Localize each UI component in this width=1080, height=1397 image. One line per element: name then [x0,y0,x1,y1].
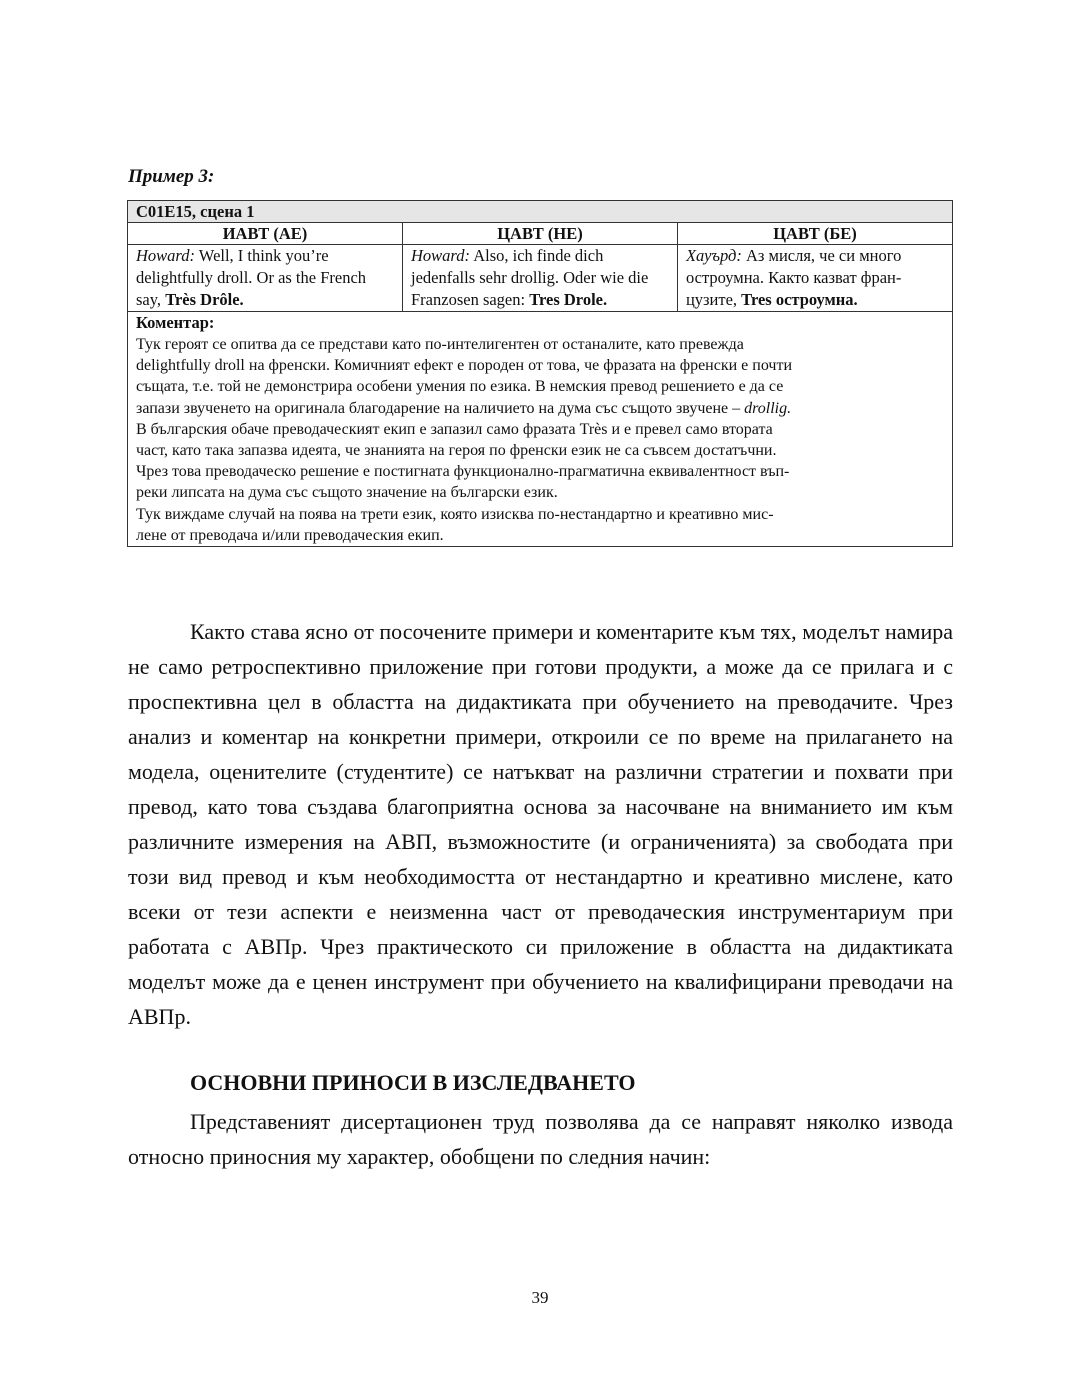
comment-line: Чрез това преводаческо решение е постигната функционално-прагматична еквивалентност въп- [136,463,790,481]
dialogue-bold: Très Drôle. [165,290,244,309]
comment-line: лене от преводача и/или преводаческия екип. [136,526,444,544]
dialogue-bold: Tres остроумна. [741,290,858,309]
paragraph: Представеният дисертационен труд позволява да се направят няколко извода относно приносния му характер, обобщени по следния начин: [128,1109,953,1169]
column-header-german: ЦАВТ (НЕ) [403,223,678,245]
speaker-name: Howard: [411,246,470,265]
comment-label: Коментар: [136,313,215,332]
dialogue-text: Also, ich finde dich jedenfalls sehr drollig. Oder wie die Franzosen sagen: [411,246,649,309]
example-table [127,200,953,547]
comment-line: запази звученето на оригинала благодарение на наличието на дума със същото звучене – [136,399,745,417]
scene-row [128,201,953,223]
dialogue-bold: Tres Drole. [529,290,608,309]
dialogue-row [128,245,953,312]
header-row [128,223,953,245]
column-header-bulgarian: ЦАВТ (БЕ) [677,223,952,245]
comment-cell [128,312,953,547]
body-text-after-heading [128,1104,953,1174]
comment-line: реки липсата на дума със същото значение на български език. [136,484,558,502]
paragraph: Както става ясно от посочените примери и коментарите към тях, моделът намира не само ретроспективно приложение при готови продукти, а може да се прилага и с проспективна цел в областта на дидактиката при обучението на преводачите. Чрез анализ и коментар на конкретни примери, откроили се по време на прилагането на модела, оценителите (студентите) се натъкват на различни стратегии и похвати при превод, като това създава благоприятна основа за насочване на вниманието им към различните измерения на АВП, възможностите (и ограниченията) за свободата при този вид превод и към необходимостта от нестандартно и креативно мислене, като всеки от тези аспекти е неизменна част от преводаческия инструментариум при работата с АВПр. Чрез практическото си приложение в областта на дидактиката моделът може да е ценен инструмент при обучението на квалифицирани преводачи на АВПр. [128,619,953,1029]
example-label: Пример 3: [128,166,215,187]
comment-line: delightfully droll на френски. Комичният ефект е породен от това, че фразата на френски е почти [136,357,793,375]
dialogue-cell-german [403,245,678,312]
comment-italic-word: drollig. [744,399,792,417]
comment-line: Тук героят се опитва да се представи като по-интелигентен от останалите, като превежда [136,336,744,353]
scene-title: C01E15, сцена 1 [128,201,953,223]
comment-line: Тук виждаме случай на поява на трети език, която изисква по-нестандартно и креативно мис- [136,505,774,523]
column-header-source: ИАВТ (АЕ) [128,223,403,245]
comment-line: същата, т.е. той не демонстрира особени умения по езика. В немския превод решението е да се [136,378,784,396]
page-number: 39 [531,1288,549,1307]
comment-body [136,334,944,546]
dialogue-text: Аз мисля, че си много остроумна. Както казват французите, [685,246,902,309]
body-text [128,614,953,1034]
comment-row [128,312,953,547]
speaker-name: Howard: [136,246,195,265]
dialogue-text: Well, I think you’re delightfully droll. Or as the French say, [136,246,367,309]
comment-line: В българския обаче преводаческият екип е запазил само фразата Très и е превел само втората [136,420,773,438]
speaker-name: Хауърд: [685,246,742,265]
comment-line: част, като така запазва идеята, че знанията на героя по френски език не са съвсем достатъчни. [136,442,777,460]
dialogue-cell-source [128,245,403,312]
dialogue-cell-bulgarian [677,245,952,312]
section-heading: ОСНОВНИ ПРИНОСИ В ИЗСЛЕДВАНЕТО [190,1070,636,1095]
